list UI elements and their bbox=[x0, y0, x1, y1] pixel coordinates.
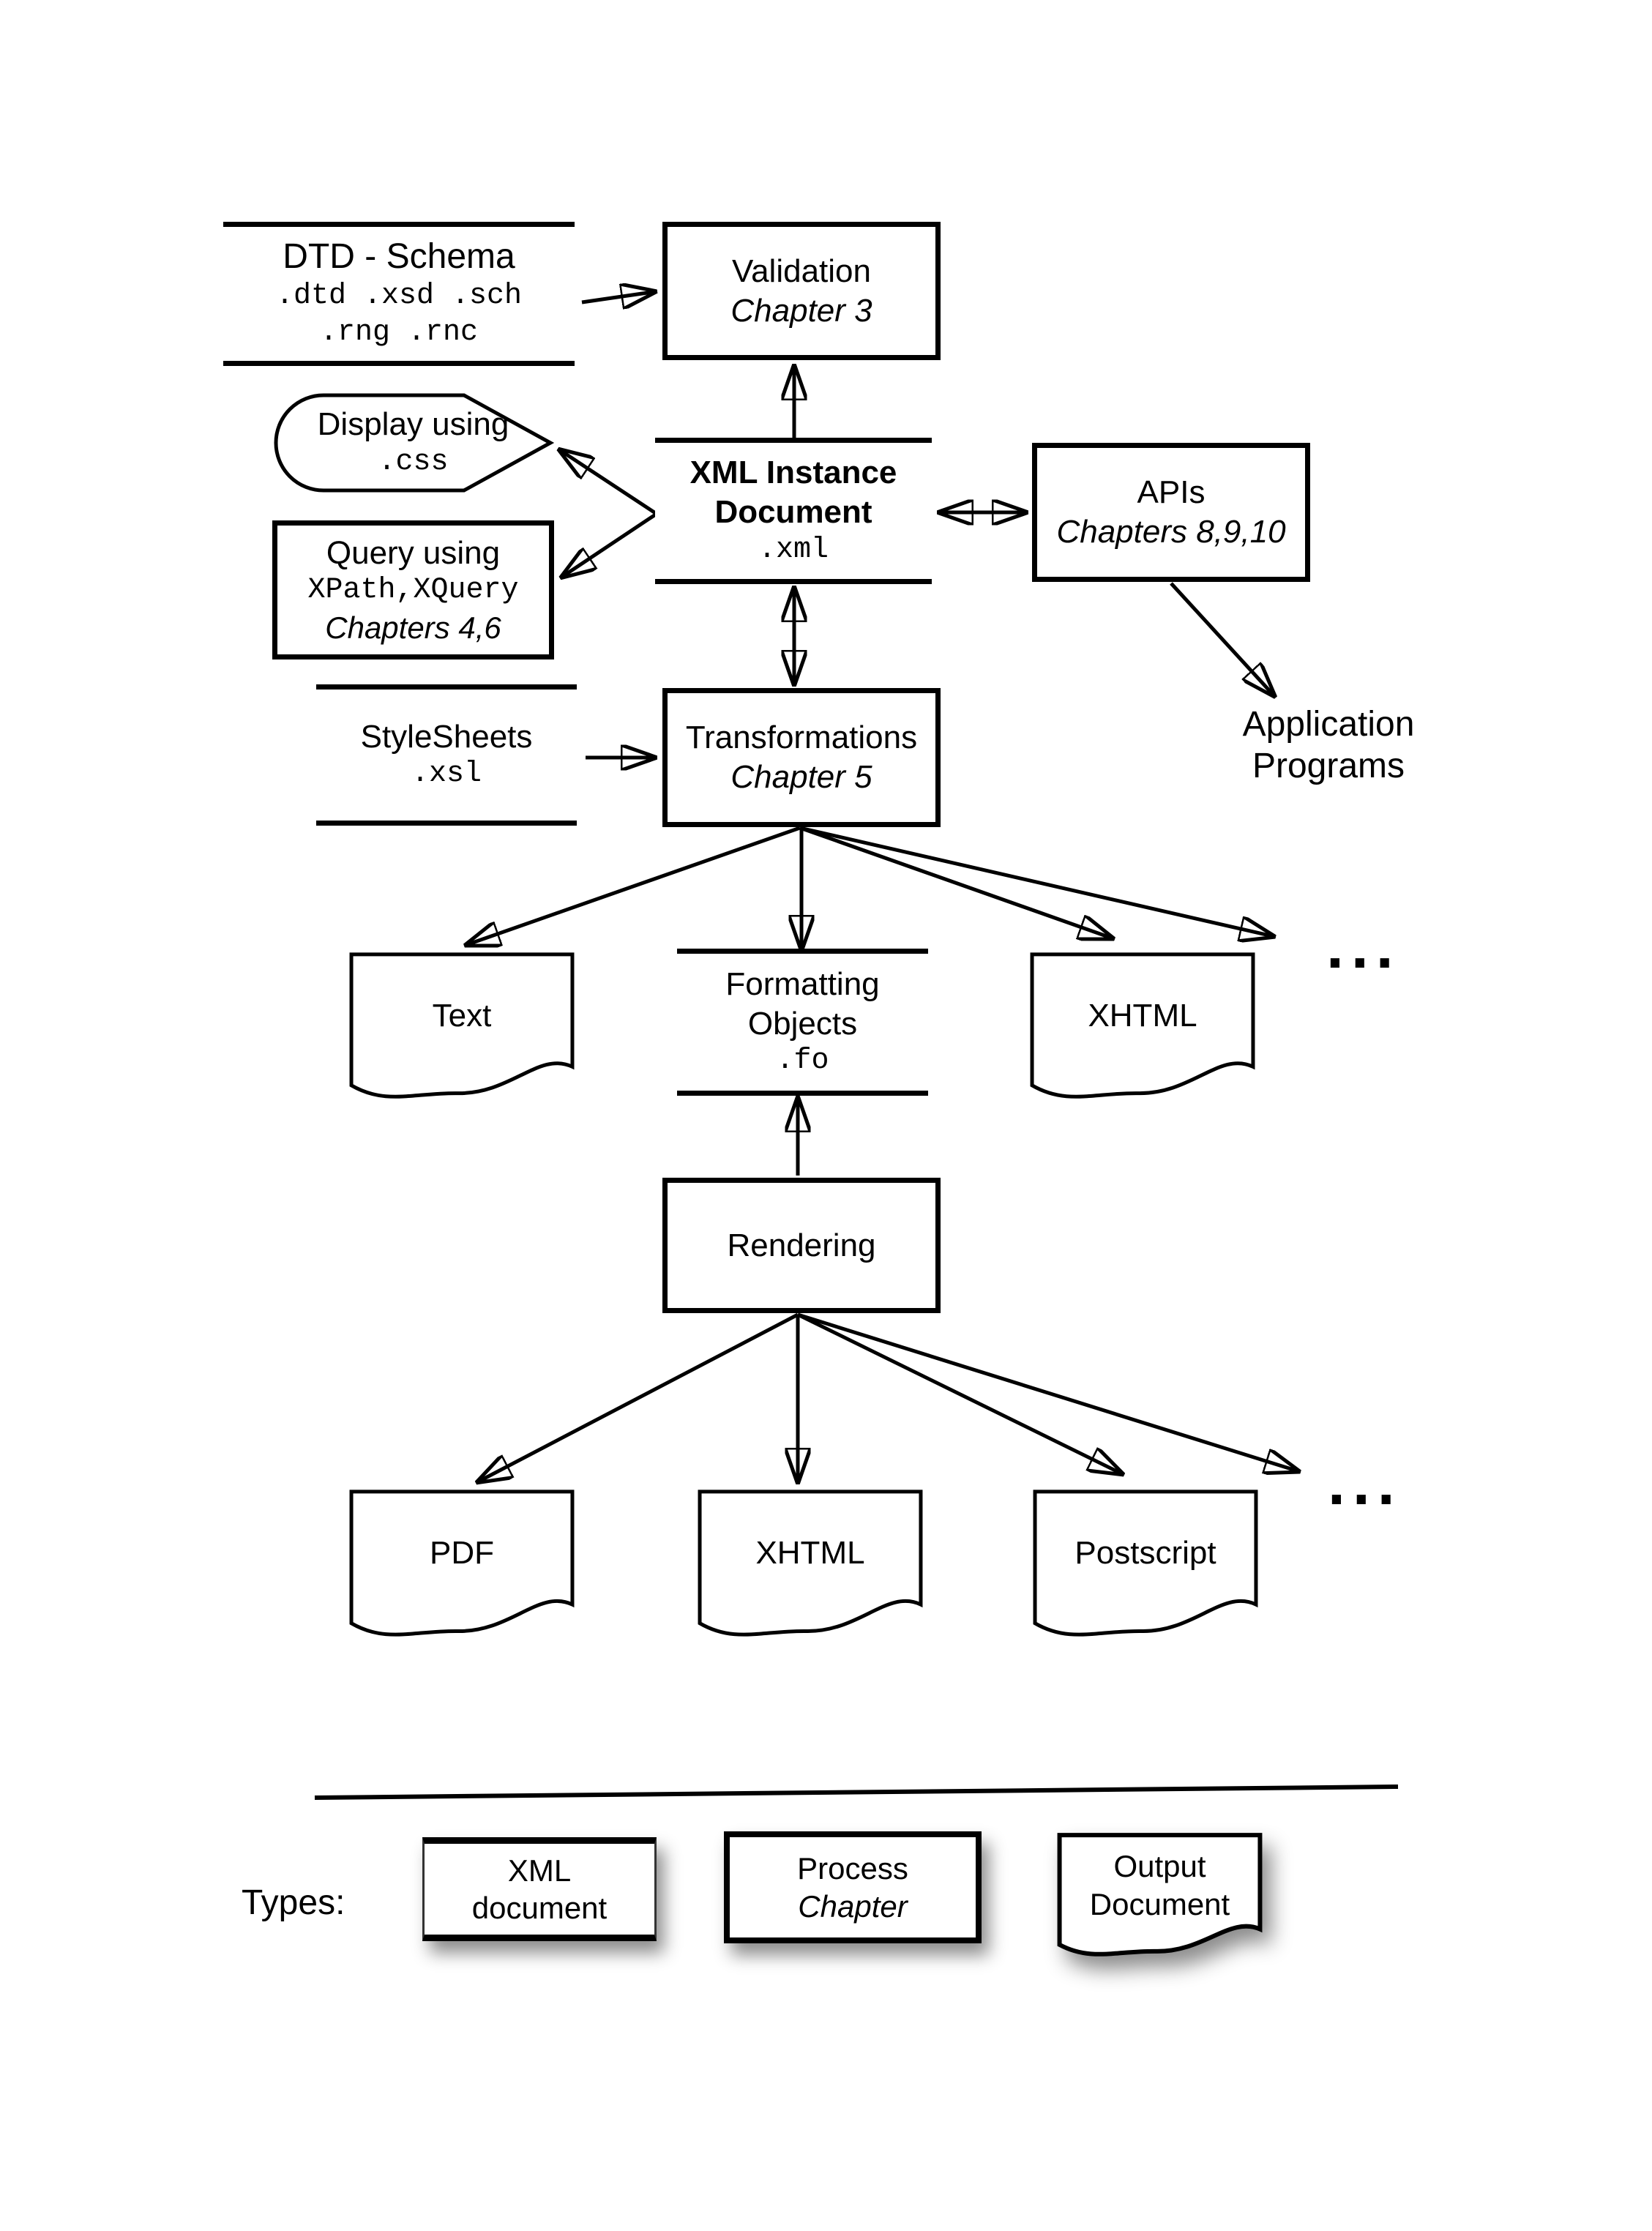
xml-instance-node bbox=[655, 438, 932, 584]
arrow-transformations-to-text bbox=[464, 828, 800, 946]
stylesheets-ext: .xsl bbox=[411, 758, 482, 791]
formatting-objects-ext: .fo bbox=[776, 1045, 829, 1078]
validation-title: Validation bbox=[732, 253, 871, 289]
query-using-title: Query using bbox=[326, 534, 501, 571]
postscript-document-label: Postscript bbox=[1074, 1535, 1216, 1572]
postscript-document bbox=[1031, 1488, 1260, 1651]
arrow-transformations-to-more bbox=[800, 828, 1276, 937]
arrow-xml-to-query bbox=[560, 514, 657, 578]
dtd-schema-extensions: .dtd .xsd .sch bbox=[275, 279, 523, 313]
ellipsis-bottom: ... bbox=[1328, 1448, 1402, 1518]
query-using-code: XPath,XQuery bbox=[307, 574, 519, 608]
stylesheets-title: StyleSheets bbox=[360, 718, 533, 755]
xhtml-document-mid-label: XHTML bbox=[1088, 997, 1197, 1034]
arrow-rendering-to-pdf bbox=[476, 1315, 798, 1483]
legend-output-line1: Output bbox=[1113, 1849, 1206, 1884]
validation-chapter: Chapter 3 bbox=[730, 292, 872, 329]
rendering-title: Rendering bbox=[727, 1227, 876, 1263]
application-programs-line1: Application bbox=[1242, 705, 1415, 744]
display-using-ext: .css bbox=[378, 445, 449, 479]
legend-xml-document bbox=[422, 1837, 657, 1941]
transformations-box bbox=[662, 688, 941, 827]
formatting-objects-node bbox=[677, 949, 928, 1096]
arrow-dtd-to-validation bbox=[582, 291, 657, 302]
arrow-rendering-to-postscript bbox=[798, 1315, 1124, 1475]
application-programs-line2: Programs bbox=[1252, 746, 1405, 785]
arrow-transformations-to-xhtml bbox=[800, 828, 1115, 939]
formatting-objects-line1: Formatting bbox=[725, 965, 880, 1002]
pdf-document bbox=[348, 1488, 576, 1651]
text-document-label: Text bbox=[432, 997, 492, 1034]
query-using-box bbox=[272, 520, 554, 659]
legend-output-document bbox=[1056, 1832, 1263, 1967]
legend-xml-line1: XML bbox=[507, 1853, 572, 1888]
xhtml-document-bottom-label: XHTML bbox=[755, 1535, 865, 1572]
legend-process-line2: Chapter bbox=[798, 1888, 908, 1924]
xhtml-document-mid bbox=[1028, 951, 1257, 1113]
legend-process-line1: Process bbox=[797, 1851, 908, 1886]
arrow-xml-to-display bbox=[558, 449, 657, 514]
stylesheets-node bbox=[316, 684, 577, 826]
xml-instance-title-2: Document bbox=[714, 494, 872, 530]
dtd-schema-title: DTD - Schema bbox=[283, 237, 515, 277]
apis-box bbox=[1032, 443, 1310, 582]
query-using-chapter: Chapters 4,6 bbox=[325, 610, 501, 646]
ellipsis-mid: ... bbox=[1326, 911, 1401, 982]
dtd-schema-extensions-2: .rng .rnc bbox=[319, 315, 479, 349]
types-label: Types: bbox=[242, 1883, 345, 1922]
arrow-rendering-to-more bbox=[798, 1315, 1301, 1472]
transformations-chapter: Chapter 5 bbox=[730, 759, 872, 795]
legend-xml-line2: document bbox=[471, 1891, 608, 1925]
xhtml-document-bottom bbox=[696, 1488, 924, 1651]
application-programs-label bbox=[1204, 704, 1453, 787]
rendering-box bbox=[662, 1178, 941, 1313]
display-using-title: Display using bbox=[317, 406, 509, 443]
text-document bbox=[348, 951, 576, 1113]
legend-output-line2: Document bbox=[1089, 1886, 1230, 1921]
transformations-title: Transformations bbox=[685, 720, 918, 756]
formatting-objects-line2: Objects bbox=[747, 1005, 858, 1042]
apis-title: APIs bbox=[1137, 474, 1206, 511]
display-using-shape bbox=[272, 392, 554, 493]
pdf-document-label: PDF bbox=[430, 1535, 494, 1572]
validation-box bbox=[662, 222, 941, 360]
apis-chapter: Chapters 8,9,10 bbox=[1056, 514, 1286, 550]
legend-process bbox=[724, 1831, 982, 1943]
xml-instance-title-1: XML Instance bbox=[689, 455, 897, 491]
legend-separator-line bbox=[315, 1787, 1398, 1798]
xml-instance-ext: .xml bbox=[758, 533, 829, 567]
arrow-apis-to-applications bbox=[1171, 583, 1276, 698]
dtd-schema-node bbox=[223, 222, 575, 366]
